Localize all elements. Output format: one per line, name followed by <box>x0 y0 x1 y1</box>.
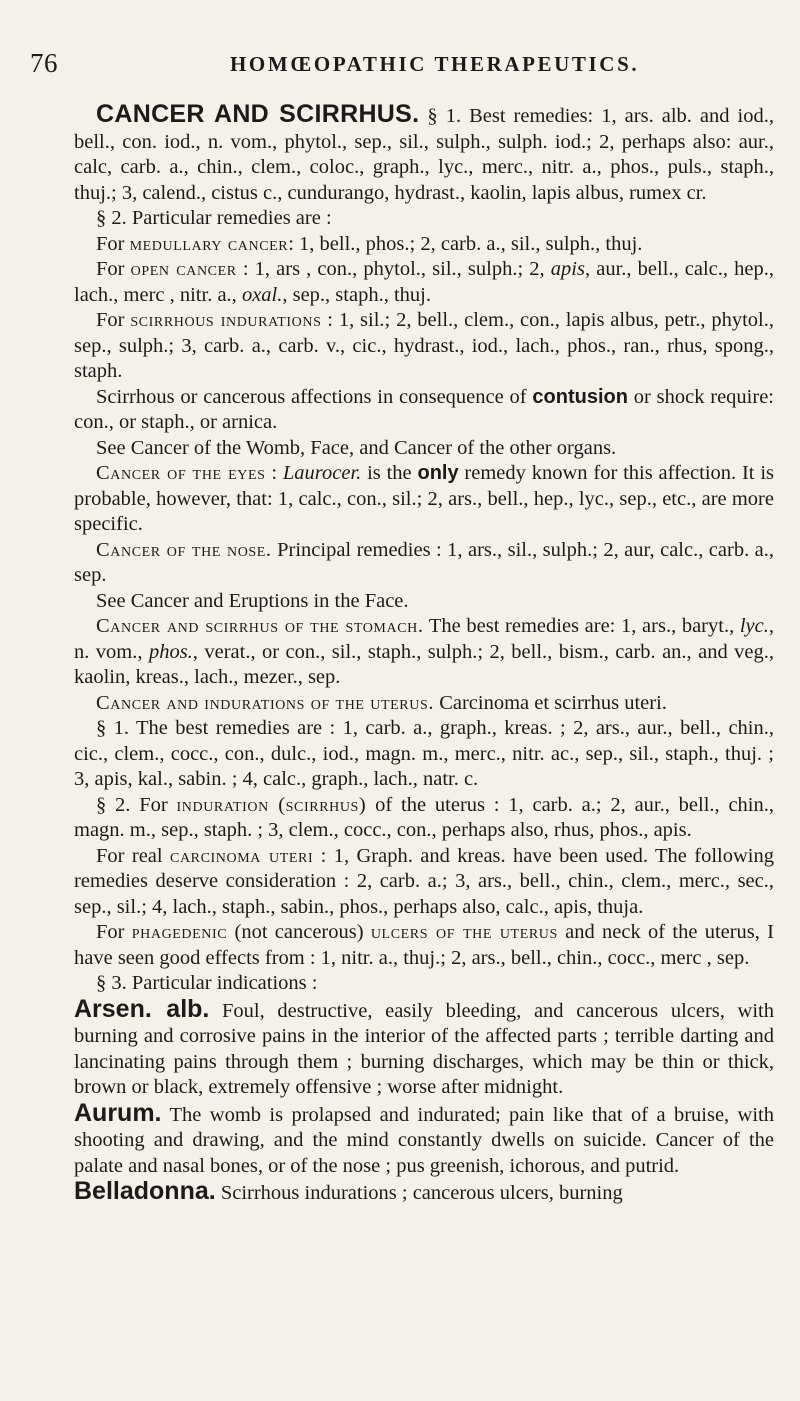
subheading: ulcers of the uterus <box>370 921 558 943</box>
text: of the uterus : 1, carb. a.; 2, aur., bell., chin., magn. m., sep., staph. ; 3, clem., cocc., con., perhaps also, rhus, phos., apis. <box>74 793 774 841</box>
text: : <box>265 462 283 484</box>
subheading: Cancer of the nose. <box>96 538 272 561</box>
remedy-paragraph <box>74 994 774 1101</box>
text: : 1, sil.; 2, bell., clem., con., lapis albus, petr., phytol., sep., sulph.; 3, carb. a., carb. v., cic., hydrast., iod., lach., phos., ran., rhus, spong., staph. <box>74 309 775 382</box>
paragraph: § 1. The best remedies are : 1, carb. a., graph., kreas. ; 2, ars., aur., bell., chin., cic., clem., cocc., con., dulc., iod., magn. m., merc., nitr. ac., sep., sil., staph., thuj. ; 3, apis, kal., sabin. ; 4, calc., graph., lach., natr. c. <box>74 717 774 790</box>
italic-text: Laurocer. <box>282 462 362 484</box>
paragraph <box>74 691 774 717</box>
text: Principal remedies : 1, ars., sil., sulph.; 2, aur, calc., carb. a., sep. <box>74 538 774 586</box>
subheading: scirrhous indurations <box>130 309 322 331</box>
text: The best remedies are: 1, ars., baryt., <box>423 615 740 637</box>
text: , n. vom., <box>74 615 775 663</box>
text: For <box>96 258 131 280</box>
text: : 1, ars , con., phytol., sil., sulph.; 2, <box>236 258 551 280</box>
remedy-paragraph <box>74 1179 774 1207</box>
text: remedy known for this affection. It is probable, however, that: 1, calc., con., sil.; 2, ars., bell., hep., lyc., sep., etc., are more specific. <box>74 462 774 535</box>
running-head: HOMŒOPATHIC THERAPEUTICS. <box>230 52 640 76</box>
italic-text: lyc. <box>739 615 769 637</box>
text: , verat., or con., sil., staph., sulph.; 2, bell., bism., carb. an., and veg., kaolin, kreas., lach., mezer., sep. <box>74 640 774 688</box>
paragraph: See Cancer of the Womb, Face, and Cancer of the other organs. <box>96 436 617 459</box>
paragraph: § 2. Particular remedies are : <box>96 207 332 229</box>
subheading: Cancer of the eyes <box>96 462 266 484</box>
section-title: CANCER AND SCIRRHUS. <box>96 100 420 128</box>
subheading: induration (scirrhus) <box>176 793 367 816</box>
bold-text: contusion <box>532 385 628 408</box>
text: (not cancerous) <box>227 921 371 943</box>
text: is the <box>361 462 418 484</box>
paragraph <box>74 257 774 308</box>
italic-text: apis <box>550 258 585 280</box>
text: Scirrhous or cancerous affections in consequence of <box>96 385 533 408</box>
paragraph <box>74 385 774 436</box>
subheading: open cancer <box>130 258 237 280</box>
remedy-paragraph <box>74 1098 774 1180</box>
subheading: phagedenic <box>131 921 228 943</box>
paragraph: See Cancer and Eruptions in the Face. <box>96 589 409 612</box>
subheading: Cancer and scirrhus of the stomach. <box>96 615 424 637</box>
remedy-text: Scirrhous indurations ; cancerous ulcers, burning <box>215 1182 623 1204</box>
subheading: Cancer and indurations of the uterus. <box>96 691 435 714</box>
paragraph <box>74 538 774 589</box>
text: : 1, bell., phos.; 2, carb. a., sil., sulph., thuj. <box>288 232 643 255</box>
paragraph <box>74 920 774 971</box>
text: For <box>96 309 131 331</box>
text: and neck of the uterus, I have seen good effects from : 1, nitr. a., thuj.; 2, ars., bell., chin., cocc., merc , sep. <box>74 921 775 969</box>
remedy-name: Aurum. <box>74 1098 162 1127</box>
text: Carcinoma et scirrhus uteri. <box>434 691 667 714</box>
italic-text: phos. <box>148 640 193 663</box>
remedy-text: The womb is prolapsed and indurated; pain like that of a bruise, with shooting and drawing, and the mind constantly dwells on suicide. Cancer of the palate and nasal bones, or of the nose ; pus greenish, ichorous, and putrid. <box>74 1103 774 1177</box>
paragraph <box>74 614 774 691</box>
text: , sep., staph., thuj. <box>282 283 431 306</box>
page-header <box>30 48 770 82</box>
text: For <box>96 232 130 255</box>
subheading: carcinoma uteri <box>170 844 314 867</box>
remedy-text: Foul, destructive, easily bleeding, and cancerous ulcers, with burning and corrosive pains in the interior of the affected parts ; terrible darting and lancinating pains through them ; burning discharges, which may be thin or thick, brown or black, extremely offensive ; worse after midnight. <box>74 999 774 1098</box>
page-body <box>74 102 774 1207</box>
text: For real <box>96 844 171 867</box>
paragraph <box>74 232 774 258</box>
text: or shock require: con., or staph., or arnica. <box>74 385 774 433</box>
text: , aur., bell., calc., hep., lach., merc , nitr. a., <box>74 258 774 306</box>
page-number: 76 <box>30 48 58 78</box>
paragraph <box>74 102 774 206</box>
text: For <box>96 921 132 943</box>
text: § 2. For <box>96 793 177 816</box>
paragraph: § 3. Particular indications : <box>96 972 318 994</box>
paragraph <box>74 844 774 921</box>
paragraph <box>74 308 774 385</box>
bold-text: only <box>417 462 459 484</box>
text: : 1, Graph. and kreas. have been used. The following remedies deserve consideration : 2, carb. a.; 3, ars., bell., chin., clem., merc., sec., sep., sil.; 4, lach., staph., sabin., phos., perhaps also, calc., apis, thuja. <box>74 844 774 918</box>
paragraph <box>74 461 774 538</box>
paragraph <box>74 793 774 844</box>
subheading: medullary cancer <box>129 232 289 255</box>
remedy-name: Arsen. alb. <box>74 994 210 1023</box>
italic-text: oxal. <box>241 283 283 306</box>
remedy-name: Belladonna. <box>74 1177 216 1205</box>
paragraph-text: § 1. Best remedies: 1, ars. alb. and iod., bell., con. iod., n. vom., phytol., sep., sil., sulph., sulph. iod.; 2, perhaps also: aur., calc, carb. a., chin., clem., coloc., graph., lyc., merc., nitr. a., phos., puls., staph., thuj.; 3, calend., cistus c., cundurango, hydrast., kaolin, lapis albus, rumex cr. <box>74 105 774 204</box>
